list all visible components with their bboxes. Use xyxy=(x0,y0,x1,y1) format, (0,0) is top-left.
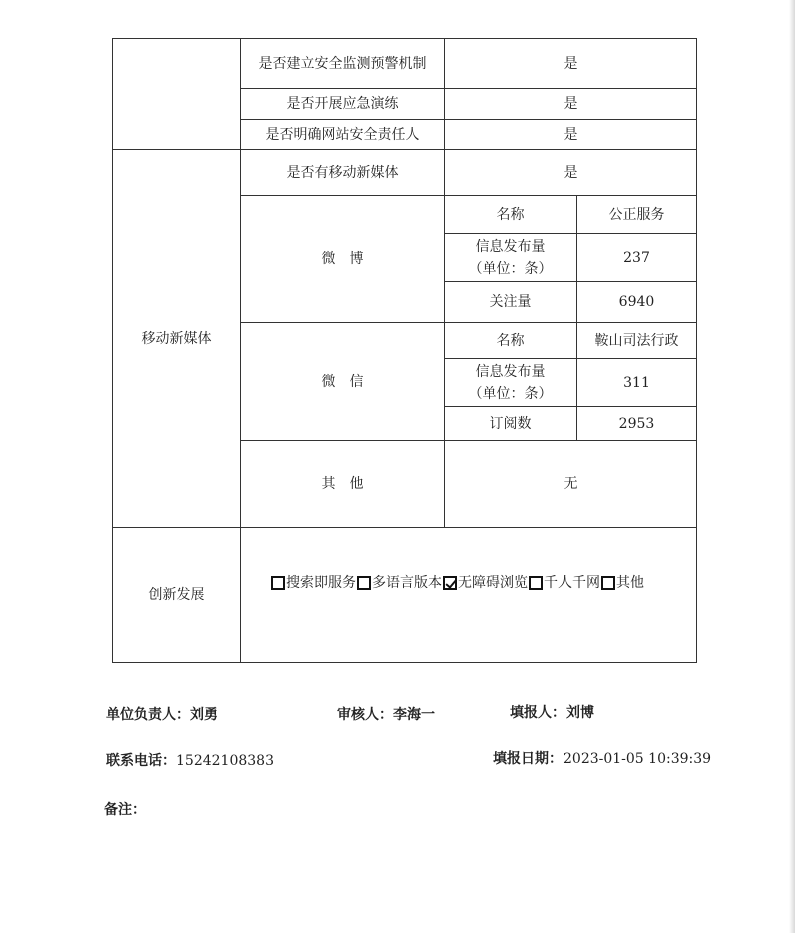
notes-label: 备注： xyxy=(104,802,146,818)
innovation-option-label: 多语言版本 xyxy=(372,575,442,591)
unit-head xyxy=(106,704,218,724)
fill-date xyxy=(493,748,711,768)
wechat-name-value: 鞍山司法行政 xyxy=(577,323,697,359)
innovation-option-label: 搜索即服务 xyxy=(286,575,356,591)
monitoring-label: 是否建立安全监测预警机制 xyxy=(241,39,445,89)
wechat-posts-label-line1: 信息发布量 xyxy=(475,363,546,380)
phone-label: 联系电话： xyxy=(106,753,176,769)
reviewer-label: 审核人： xyxy=(337,707,393,723)
wechat-subs-value: 2953 xyxy=(577,407,697,441)
fill-date-label: 填报日期： xyxy=(493,751,563,767)
drill-value: 是 xyxy=(445,89,697,120)
weibo-name-value: 公正服务 xyxy=(577,196,697,234)
drill-label: 是否开展应急演练 xyxy=(241,89,445,120)
wechat-subs-label: 订阅数 xyxy=(445,407,577,441)
innovation-label: 创新发展 xyxy=(113,528,241,663)
wechat-name-label: 名称 xyxy=(445,323,577,359)
wechat-label: 微 信 xyxy=(241,323,445,441)
innovation-option-label: 千人千网 xyxy=(544,575,600,591)
filler-value: 刘博 xyxy=(566,705,594,721)
weibo-followers-value: 6940 xyxy=(577,282,697,323)
fill-date-value: 2023-01-05 10:39:39 xyxy=(563,751,712,767)
weibo-posts-value: 237 xyxy=(577,234,697,282)
wechat-posts-value: 311 xyxy=(577,359,697,407)
reviewer xyxy=(337,704,435,724)
unit-head-label: 单位负责人： xyxy=(106,707,190,723)
responsible-label: 是否明确网站安全责任人 xyxy=(241,120,445,150)
report-table xyxy=(112,38,697,663)
weibo-followers-label: 关注量 xyxy=(445,282,577,323)
phone xyxy=(106,750,274,770)
notes xyxy=(104,799,146,819)
new-media-section-label: 移动新媒体 xyxy=(113,150,241,528)
checkbox-icon[interactable] xyxy=(529,576,543,590)
innovation-option-label: 其他 xyxy=(616,575,644,591)
phone-value: 15242108383 xyxy=(176,753,274,769)
weibo-posts-label xyxy=(445,234,577,282)
has-new-media-label: 是否有移动新媒体 xyxy=(241,150,445,196)
other-label: 其 他 xyxy=(241,441,445,528)
innovation-options xyxy=(271,572,645,594)
filler xyxy=(510,702,594,722)
weibo-posts-label-line2: （单位：条） xyxy=(468,260,553,277)
wechat-posts-label xyxy=(445,359,577,407)
innovation-options-cell xyxy=(241,528,697,663)
checkbox-icon[interactable] xyxy=(271,576,285,590)
weibo-posts-label-line1: 信息发布量 xyxy=(475,238,546,255)
has-new-media-value: 是 xyxy=(445,150,697,196)
monitoring-value: 是 xyxy=(445,39,697,89)
checkbox-icon[interactable] xyxy=(357,576,371,590)
unit-head-value: 刘勇 xyxy=(190,707,218,723)
checkbox-icon[interactable] xyxy=(601,576,615,590)
weibo-name-label: 名称 xyxy=(445,196,577,234)
blank-section-cell xyxy=(113,39,241,150)
innovation-option-label: 无障碍浏览 xyxy=(458,575,528,591)
reviewer-value: 李海一 xyxy=(393,707,435,723)
wechat-posts-label-line2: （单位：条） xyxy=(468,385,553,402)
responsible-value: 是 xyxy=(445,120,697,150)
checkbox-checked-icon[interactable] xyxy=(443,576,457,590)
other-value: 无 xyxy=(445,441,697,528)
page-edge-shadow xyxy=(789,0,795,933)
weibo-label: 微 博 xyxy=(241,196,445,323)
filler-label: 填报人： xyxy=(510,705,566,721)
